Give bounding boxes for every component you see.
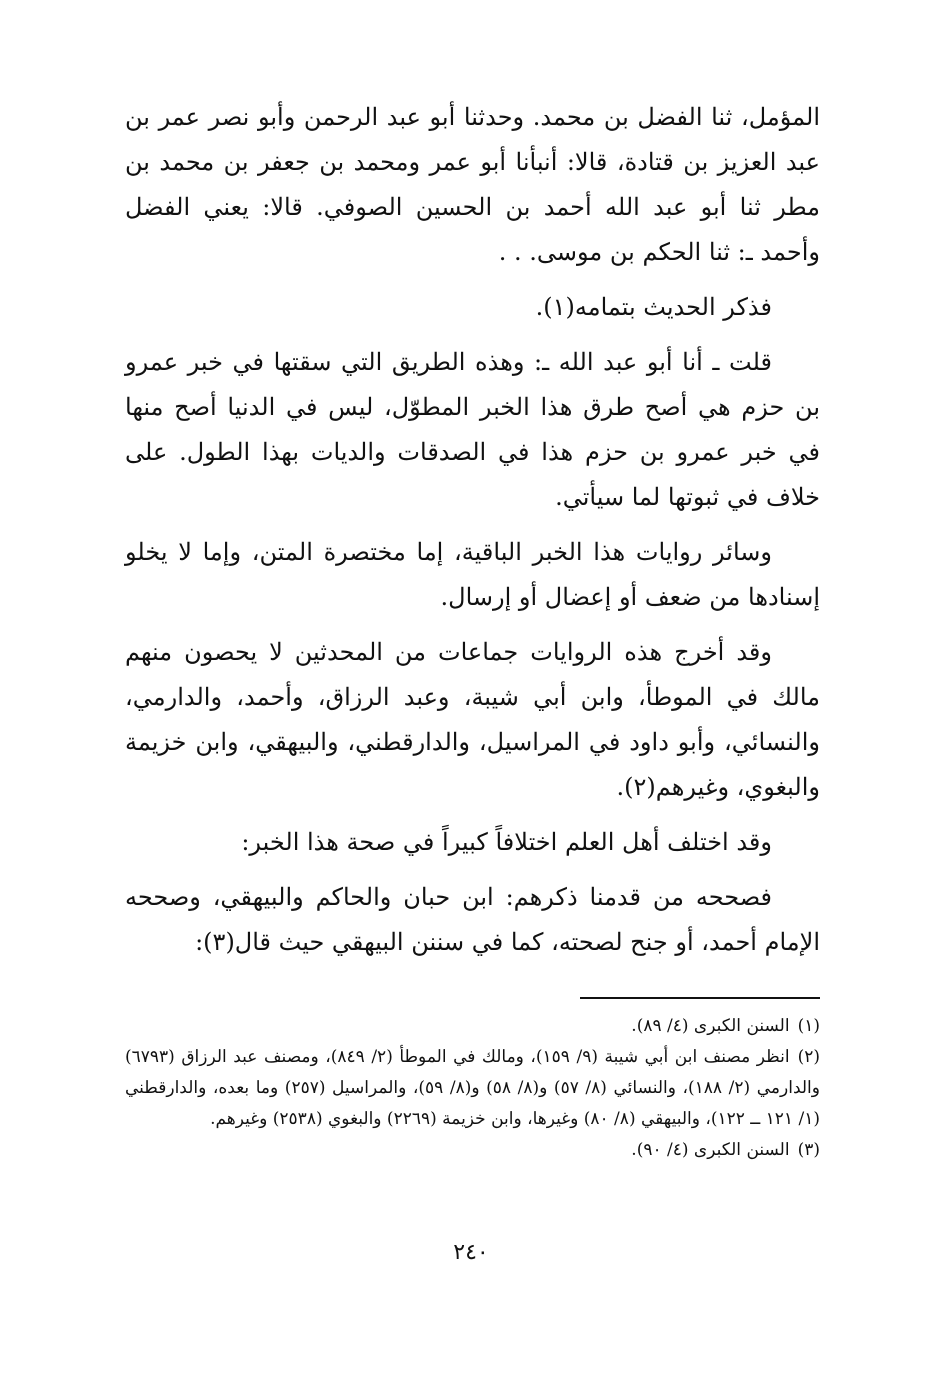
footnotes	[125, 1011, 820, 1166]
footnote-3	[125, 1135, 820, 1166]
footnote-number: (١)	[797, 1016, 820, 1036]
paragraph-4: وسائر روايات هذا الخبر الباقية، إما مختصرة المتن، وإما لا يخلو إسنادها من ضعف أو إعضال أو إرسال.	[125, 538, 820, 611]
footnote-text: السنن الكبرى (٤/ ٨٩).	[631, 1016, 790, 1036]
paragraph-3: قلت ـ أنا أبو عبد الله ـ: وهذه الطريق التي سقتها في خبر عمرو بن حزم هي أصح طرق هذا الخبر المطوّل، ليس في الدنيا أصح منها في خبر عمرو بن حزم هذا في الصدقات والديات بهذا الطول. على خلاف في ثبوتها لما سيأتي.	[125, 348, 820, 511]
page-body	[125, 95, 820, 1166]
paragraph-7: فصححه من قدمنا ذكرهم: ابن حبان والحاكم والبيهقي، وصححه الإمام أحمد، أو جنح لصحته، كما في سننن البيهقي حيث قال(٣):	[125, 883, 820, 956]
paragraph-6: وقد اختلف أهل العلم اختلافاً كبيراً في صحة هذا الخبر:	[241, 828, 772, 856]
page-number: ٢٤٠	[453, 1240, 489, 1265]
paragraph-5: وقد أخرج هذه الروايات جماعات من المحدثين لا يحصون منهم مالك في الموطأ، وابن أبي شيبة، وعبد الرزاق، وأحمد، والدارمي، والنسائي، وأبو داود في المراسيل، والدارقطني، والبيهقي، وابن خزيمة والبغوي، وغيرهم(٢).	[125, 638, 820, 801]
footnote-number: (٣)	[797, 1140, 820, 1160]
paragraph-2: فذكر الحديث بتمامه(١).	[535, 293, 772, 321]
footnote-separator	[580, 997, 820, 999]
footnote-text: السنن الكبرى (٤/ ٩٠).	[631, 1140, 790, 1160]
footnote-text: انظر مصنف ابن أبي شيبة (٩/ ١٥٩)، ومالك في الموطأ (٢/ ٨٤٩)، ومصنف عبد الرزاق (٦٧٩٣) والدارمي (٢/ ١٨٨)، والنسائي (٨/ ٥٧) و(٨/ ٥٨) و(٨/ ٥٩)، والمراسيل (٢٥٧) وما بعده، والدارقطني (١/ ١٢١ ــ ١٢٢)، والبيهقي (٨/ ٨٠) وغيرها، وابن خزيمة (٢٢٦٩) والبغوي (٢٥٣٨) وغيرهم.	[125, 1047, 820, 1129]
footnote-number: (٢)	[797, 1047, 820, 1067]
footnote-2	[125, 1042, 820, 1135]
paragraph-1: المؤمل، ثنا الفضل بن محمد. وحدثنا أبو عبد الرحمن وأبو نصر عمر بن عبد العزيز بن قتادة، قالا: أنبأنا أبو عمر ومحمد بن جعفر بن محمد بن مطر ثنا أبو عبد الله أحمد بن الحسين الصوفي. قالا: يعني الفضل وأحمد ـ: ثنا الحكم بن موسى. . .	[125, 103, 820, 266]
footnote-1	[125, 1011, 820, 1042]
